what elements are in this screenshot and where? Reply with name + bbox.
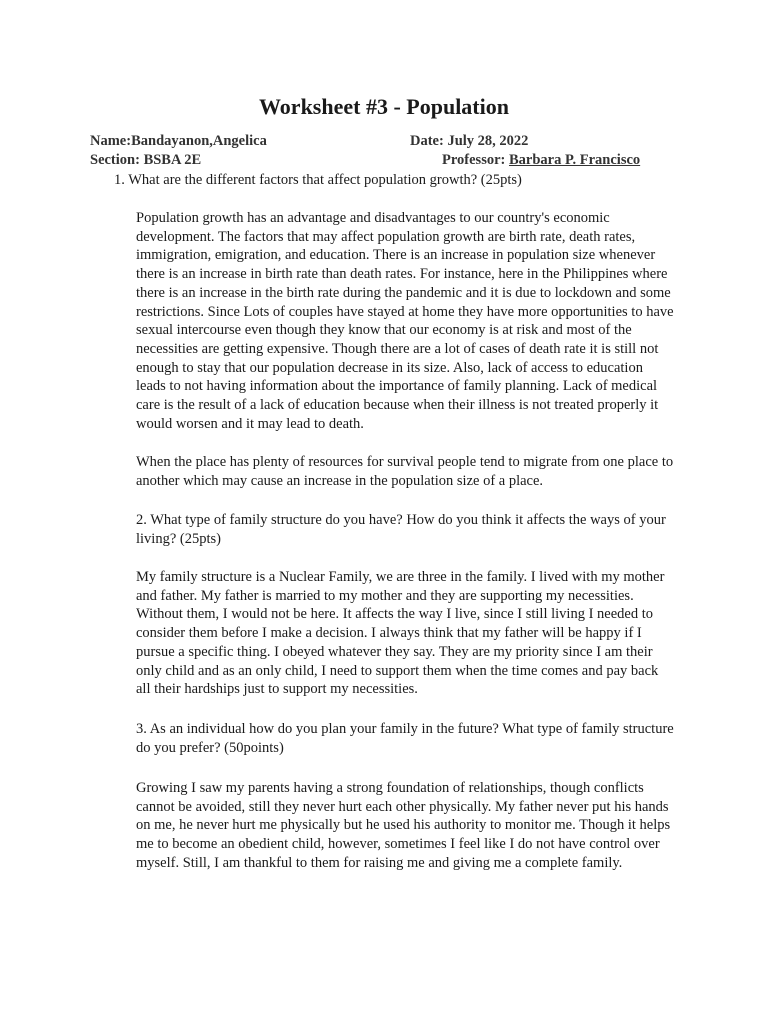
question-1: 1. What are the different factors that affect population growth? (25pts) <box>114 172 522 188</box>
question-3: 3. As an individual how do you plan your family in the future? What type of family structure do you prefer? (50points) <box>136 721 674 756</box>
answer-3-paragraph-1: Growing I saw my parents having a strong foundation of relationships, though conflicts cannot be avoided, still they never hurt each other physically. My father never put his hands on me, he never hurt me physically but he used his authority to monitor me. Though it helps me to become an obedient child, however, sometimes I feel like I do not have control over myself. Still, I am thankful to them for raising me and giving me a complete family. <box>136 780 671 871</box>
professor-label: Professor: <box>442 152 509 168</box>
section-field <box>90 151 201 170</box>
name-value: Bandayanon,Angelica <box>131 133 267 149</box>
professor-field <box>442 151 640 170</box>
student-name-field <box>90 132 267 151</box>
page-title: Worksheet #3 - Population <box>259 94 509 119</box>
date-field <box>410 132 528 151</box>
date-label: Date: <box>410 133 448 149</box>
section-label: Section: <box>90 152 144 168</box>
professor-name: Barbara P. Francisco <box>508 152 641 168</box>
answer-1-paragraph-2: When the place has plenty of resources for survival people tend to migrate from one place to another which may cause an increase in the population size of a place. <box>136 454 674 489</box>
question-2: 2. What type of family structure do you have? How do you think it affects the ways of your living? (25pts) <box>136 512 666 547</box>
name-label: Name: <box>90 133 132 149</box>
section-value: BSBA 2E <box>143 152 202 168</box>
answer-2-paragraph-1: My family structure is a Nuclear Family, we are three in the family. I lived with my mother and father. My father is married to my mother and they are supporting my necessities. Without them, I would not be here. It affects the way I live, since I still living I needed to consider them before I make a decision. I always think that my father will be happy if I pursue a specific thing. I obeyed whatever they say. They are my priority since I am their only child and as an only child, I need to support them when the time comes and pay back all their hardships just to support my necessities. <box>136 569 665 698</box>
answer-1-paragraph-1: Population growth has an advantage and disadvantages to our country's economic development. The factors that may affect population growth are birth rate, death rates, immigration, emigration, and education. There is an increase in population size whenever there is an increase in birth rate than death rates. For instance, here in the Philippines where there is an increase in the birth rate during the pandemic and it is due to lockdown and some restrictions. Since Lots of couples have stayed at home they have more opportunities to have sexual intercourse even though they know that our economy is at risk and most of the necessities are getting expensive. Though there are a lot of cases of death rate it is still not enough to stay that our population decrease in its size. Also, lack of access to education leads to not having information about the importance of family planning. Lack of medical care is the result of a lack of education because when their illness is not treated properly it would worsen and it may lead to death. <box>136 210 674 432</box>
date-value: July 28, 2022 <box>447 133 529 149</box>
